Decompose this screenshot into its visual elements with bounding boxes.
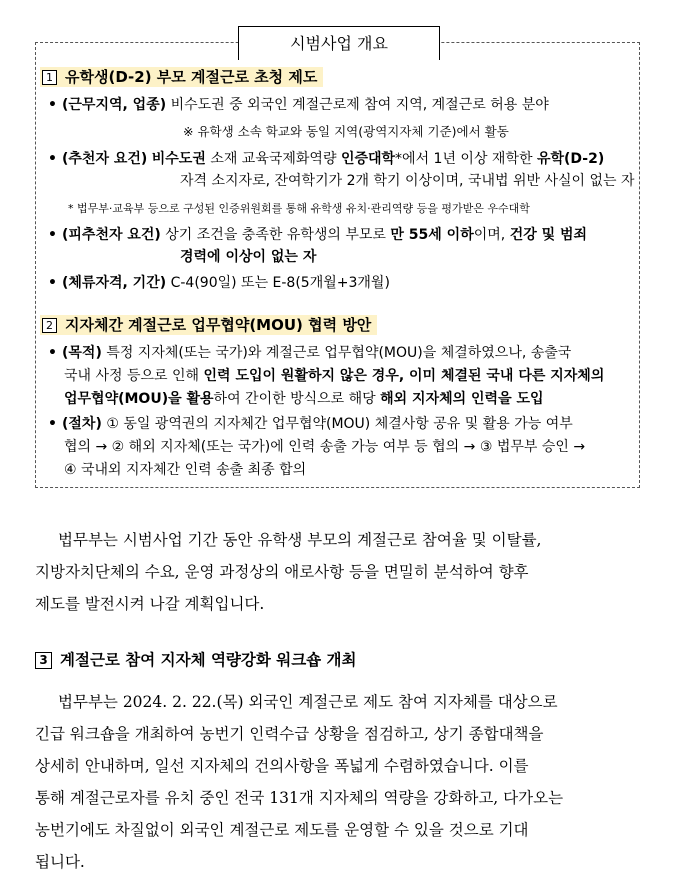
s1-recommendee-line2 — [180, 246, 316, 266]
item-text: 하여 간이한 방식으로 해당 — [213, 391, 376, 407]
item-label: (추천자 요건) — [62, 151, 148, 167]
item-text: 국내 사정 등으로 인해 — [64, 368, 200, 384]
s2-procedure-line3: ④ 국내외 지자체간 인력 송출 최종 합의 — [64, 462, 307, 478]
s1-item-recommendee — [48, 224, 587, 244]
item-text: 특정 지자체(또는 국가)와 계절근로 업무협약(MOU)을 체결하였으나, 송출국 — [106, 345, 572, 361]
item-text: 비수도권 중 외국인 계절근로제 참여 지역, 계절근로 허용 분야 — [170, 97, 549, 113]
emphasis-text: 경력에 이상이 없는 자 — [180, 249, 317, 265]
paragraph2-line: 통해 계절근로자를 유치 중인 전국 131개 지자체의 역량을 강화하고, 다가오는 — [35, 789, 564, 807]
emphasis-text: 인력 도입이 원활하지 않은 경우, 이미 체결된 국내 다른 지자체의 — [203, 368, 605, 384]
paragraph2-line: 농번기에도 차질없이 외국인 계절근로 제도를 운영할 수 있을 것으로 기대 — [35, 821, 529, 839]
section2-number: 2 — [42, 318, 57, 333]
item-label: (절차) — [62, 416, 102, 432]
overview-title: 시범사업 개요 — [238, 26, 440, 60]
item-label: (체류자격, 기간) — [62, 275, 167, 291]
section1-heading — [40, 67, 323, 87]
item-text: *에서 1년 이상 재학한 — [395, 151, 533, 167]
emphasis-text: 업무협약(MOU)을 활용 — [64, 391, 214, 407]
paragraph2-line: 상세히 안내하며, 일선 지자체의 건의사항을 폭넓게 수렴하였습니다. 이를 — [35, 757, 529, 775]
s1-item-recommender — [48, 148, 604, 168]
section3-heading-text: 계절근로 참여 지자체 역량강화 워크숍 개최 — [60, 651, 357, 669]
s2-procedure-line1 — [48, 413, 573, 433]
s1-recommender-line2: 자격 소지자로, 잔여학기가 2개 학기 이상이며, 국내법 위반 사실이 없는 자 — [180, 173, 635, 189]
item-label: (피추천자 요건) — [62, 227, 161, 243]
emphasis-text: 해외 지자체의 인력을 도입 — [380, 391, 544, 407]
paragraph1-line: 제도를 발전시켜 나갈 계획입니다. — [35, 595, 265, 613]
section2-heading — [40, 315, 377, 335]
section3-heading — [35, 648, 357, 670]
paragraph1-line: 법무부는 시범사업 기간 동안 유학생 부모의 계절근로 참여율 및 이탈률, — [58, 531, 542, 549]
paragraph1-line: 지방자치단체의 수요, 운영 과정상의 애로사항 등을 면밀히 분석하여 향후 — [35, 563, 529, 581]
emphasis-text: 만 55세 이하 — [390, 227, 474, 243]
bullet: • — [48, 151, 57, 167]
item-text: 이며, — [473, 227, 506, 243]
paragraph2-line: 법무부는 2024. 2. 22.(목) 외국인 계절근로 제도 참여 지자체를 대상으로 — [58, 693, 558, 711]
paragraph2-line: 됩니다. — [35, 853, 85, 871]
item-text: 상기 조건을 충족한 유학생의 부모로 — [165, 227, 386, 243]
s1-footnote: * 법무부·교육부 등으로 구성된 인증위원회를 통해 유학생 유치·관리역량 등을 평가받은 우수대학 — [68, 202, 530, 215]
item-text: ① 동일 광역권의 지자체간 업무협약(MOU) 체결사항 공유 및 활용 가능 여부 — [106, 416, 573, 432]
bullet: • — [48, 97, 57, 113]
s2-purpose-line2 — [64, 365, 604, 385]
s1-item-work-region — [48, 94, 549, 114]
section2-heading-row — [40, 314, 377, 336]
bullet: • — [48, 416, 57, 432]
section1-heading-text: 유학생(D-2) 부모 계절근로 초청 제도 — [65, 68, 318, 86]
s2-procedure-line2: 협의 → ② 해외 지자체(또는 국가)에 인력 송출 가능 여부 등 협의 → ③ 법무부 승인 → — [64, 439, 586, 455]
item-label: (목적) — [62, 345, 102, 361]
emphasis-text: 유학(D-2) — [536, 151, 605, 167]
section1-number: 1 — [42, 70, 57, 85]
item-text: 소재 교육국제화역량 — [210, 151, 337, 167]
emphasis-text: 건강 및 범죄 — [509, 227, 588, 243]
emphasis-text: 인증대학 — [340, 151, 396, 167]
s2-purpose-line1 — [48, 342, 571, 362]
section3-number: 3 — [35, 652, 52, 669]
item-label: (근무지역, 업종) — [62, 97, 167, 113]
bullet: • — [48, 345, 57, 361]
s1-region-note: ※ 유학생 소속 학교와 동일 지역(광역지자체 기준)에서 활동 — [183, 124, 509, 139]
section1-heading-row — [40, 66, 323, 88]
paragraph2-line: 긴급 워크숍을 개최하여 농번기 인력수급 상황을 점검하고, 상기 종합대책을 — [35, 725, 544, 743]
item-text: C-4(90일) 또는 E-8(5개월+3개월) — [170, 275, 390, 291]
section2-heading-text: 지자체간 계절근로 업무협약(MOU) 협력 방안 — [65, 316, 372, 334]
emphasis-text: 비수도권 — [151, 151, 206, 167]
s1-item-visa — [48, 272, 390, 292]
s2-purpose-line3 — [64, 388, 544, 408]
bullet: • — [48, 275, 57, 291]
bullet: • — [48, 227, 57, 243]
